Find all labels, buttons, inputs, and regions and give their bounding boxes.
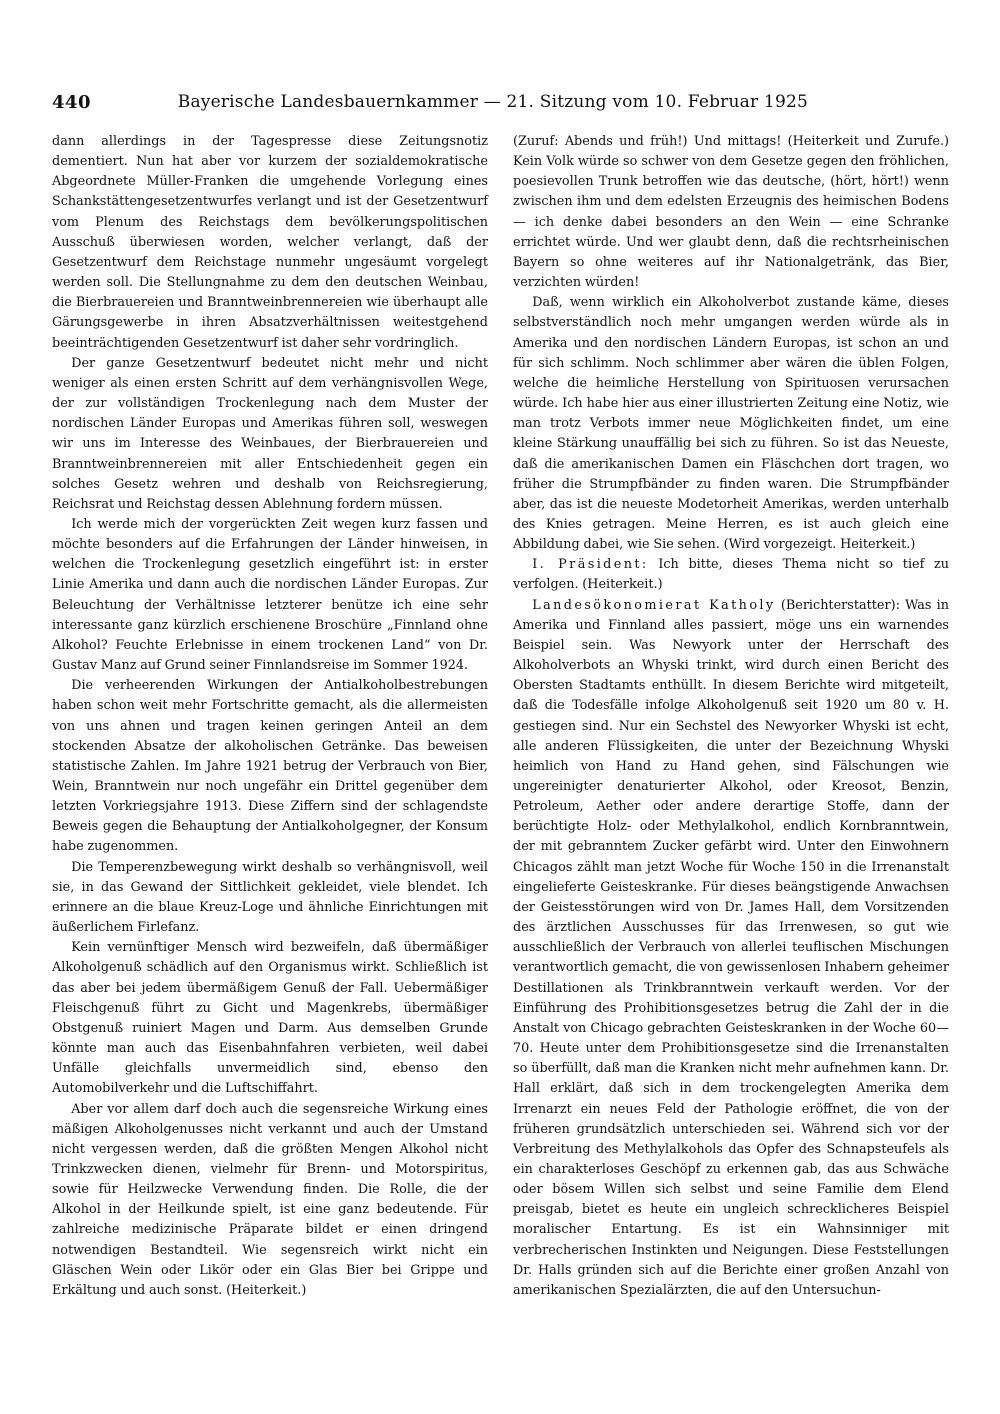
speaker-name: Landesökonomierat Katholy [532, 597, 776, 613]
paragraph: Die Temperenzbewegung wirkt deshalb so verhängnisvoll, weil sie, in das Gewand der Sittlichkeit gekleidet, viele blendet. Ich erinnere an die blaue Kreuz-Loge und ähnliche Einrichtungen mit äußerlichem Firlefanz. [52, 859, 488, 936]
page-header [52, 92, 954, 122]
paragraph: dann allerdings in der Tagespresse diese Zeitungsnotiz dementiert. Nun hat aber vor kurzem der sozialdemokratische Abgeordnete Müller-Franken die umgehende Vorlegung eines Schankstättengesetzentwurfes verlangt und ist der Gesetzentwurf vom Plenum des Reichstags dem bevölkerungspolitischen Ausschuß überwiesen worden, welcher verlangt, daß der Gesetzentwurf dem Reichstage nunmehr ungesäumt vorgelegt werden soll. Die Stellungnahme zu dem den deutschen Weinbau, die Bierbrauereien und Branntweinbrennereien wie überhaupt alle Gärungsgewerbe in ihren Absatzverhältnissen weitestgehend beeinträchtigenden Gesetzentwurf ist daher sehr vordringlich. [52, 134, 488, 351]
paragraph: (Zuruf: Abends und früh!) Und mittags! (Heiterkeit und Zurufe.) Kein Volk würde so schwer von dem Gesetze gegen den fröhlichen, poesievollen Trunk betroffen wie das deutsche, (hört, hört!) wenn zwischen ihm und dem edelsten Erzeugnis des heimischen Bodens — ich denke dabei besonders an den Wein — eine Schranke errichtet würde. Und wer glaubt denn, daß die rechtsrheinischen Bayern so ohne weiteres auf ihr Nationalgetränk, das Bier, verzichten würden! [513, 134, 949, 291]
speaker-paragraph [513, 555, 949, 595]
paragraph: Die verheerenden Wirkungen der Antialkoholbestrebungen haben schon weit mehr Fortschritte gemacht, als die allermeisten von uns ahnen und tragen keinen geringen Anteil an dem stockenden Absatze der alkoholischen Getränke. Das beweisen statistische Zahlen. Im Jahre 1921 betrug der Verbrauch von Bier, Wein, Branntwein nur noch ungefähr ein Drittel gegenüber dem letzten Vorkriegsjahre 1913. Diese Ziffern sind der schlagendste Beweis gegen die Behauptung der Antialkoholgegner, der Konsum habe zugenommen. [52, 678, 488, 855]
speech-text: Ich bitte, dieses Thema nicht so tief zu verfolgen. (Heiterkeit.) [513, 557, 949, 593]
paragraph: Daß, wenn wirklich ein Alkoholverbot zustande käme, dieses selbstverständlich noch mehr umgangen werden würde als in Amerika und den nordischen Ländern Europas, ist schon an und für sich schlimm. Noch schlimmer aber wären die üblen Folgen, welche die heimliche Herstellung von Spirituosen verursachen würde. Ich habe hier aus einer illustrierten Zeitung eine Notiz, wie man trotz Verbots immer neue Möglichkeiten findet, um eine kleine Stärkung unauffällig bei sich zu führen. So ist das Neueste, daß die amerikanischen Damen ein Fläschchen dort tragen, wo früher die Strumpfbänder zu finden waren. Die Strumpfbänder aber, das ist die neueste Modetorheit Amerikas, werden unterhalb des Knies getragen. Meine Herren, es ist auch gleich eine Abbildung dabei, wie Sie sehen. (Wird vorgezeigt. Heiterkeit.) [513, 295, 949, 553]
speaker-name: I. Präsident: [532, 557, 649, 573]
page-number: 440 [52, 92, 92, 113]
left-column [52, 132, 488, 1301]
running-title: Bayerische Landesbauernkammer — 21. Sitzung vom 10. Februar 1925 [177, 92, 808, 112]
speech-text: (Berichterstatter): Was in Amerika und Finnland alles passiert, möge uns ein warnendes Beispiel sein. Was Newyork unter der Herrschaft des Alkoholverbots an Whyski trinkt, wird durch einen Bericht des Obersten Stadtamts enthüllt. In diesem Berichte wird mitgeteilt, daß die Todesfälle infolge Alkoholgenuß seit 1920 um 80 v. H. gestiegen sind. Nur ein Sechstel des Newyorker Whyski ist echt, alle anderen Flüssigkeiten, die unter der Bezeichnung Whyski heimlich von Hand zu Hand gehen, sind Fälschungen wie ungereinigter denaturierter Alkohol, oder Kreosot, Benzin, Petroleum, Aether oder andere derartige Stoffe, dann der berüchtigte Holz- oder Methylalkohol, endlich Kornbranntwein, der mit gebranntem Zucker gefärbt wird. Unter den Einwohnern Chicagos zählt man jetzt Woche für Woche 150 in die Irrenanstalt eingelieferte Geisteskranke. Für dieses beängstigende Anwachsen der Geistesstörungen wird von Dr. James Hall, dem Vorsitzenden des ärztlichen Ausschusses für das Irrenwesen, so gut wie ausschließlich der Verbrauch von allerlei teuflischen Mischungen verantwortlich gemacht, die von gewissenlosen Inhabern geheimer Destillationen als Trinkbranntwein verkauft werden. Vor der Einführung des Prohibitionsgesetzes betrug die Zahl der in die Anstalt von Chicago gebrachten Geisteskranken in der Woche 60—70. Heute unter dem Prohibitionsgesetze sind die Irrenanstalten so überfüllt, daß man die Kranken nicht mehr aufnehmen kann. Dr. Hall erklärt, daß sich in dem trockengelegten Amerika dem Irrenarzt ein neues Feld der Pathologie eröffnet, die von der früheren grundsätzlich unterschieden sei. Während sich vor der Verbreitung des Methylalkohols das Opfer des Schnapsteufels als ein charakterloses Geschöpf zu erkennen gab, das aus Schwäche oder bösem Willen sich selbst und seine Familie dem Elend preisgab, bietet es heute ein ungleich schrecklicheres Beispiel moralischer Entartung. Es ist ein Wahnsinniger mit verbrecherischen Instinkten und Neigungen. Diese Feststellungen Dr. Halls gründen sich auf die Berichte einer großen Anzahl von amerikanischen Spezialärzten, die auf den Untersuchun- [513, 597, 949, 1298]
paragraph: Aber vor allem darf doch auch die segensreiche Wirkung eines mäßigen Alkoholgenusses nicht verkannt und auch der Umstand nicht vergessen werden, daß die größten Mengen Alkohol nicht Trinkzwecken dienen, vielmehr für Brenn- und Motorspiritus, sowie für Heilzwecke Verwendung finden. Die Rolle, die der Alkohol in der Heilkunde spielt, ist eine ganz bedeutende. Für zahlreiche medizinische Präparate bildet er einen dringend notwendigen Bestandteil. Wie segensreich wirkt nicht ein Gläschen Wein oder Likör oder ein Glas Bier bei Grippe und Erkältung und auch sonst. (Heiterkeit.) [52, 1101, 488, 1298]
paragraph: Ich werde mich der vorgerückten Zeit wegen kurz fassen und möchte besonders auf die Erfahrungen der Länder hinweisen, in welchen die Trockenlegung gesetzlich eingeführt ist: in erster Linie Amerika und dann auch die nordischen Länder Europas. Zur Beleuchtung der Verhältnisse letzterer benütze ich eine sehr interessante ganz kürzlich erschienene Broschüre „Finnland ohne Alkohol? Feuchte Erlebnisse in einem trockenen Land“ von Dr. Gustav Manz auf Grund seiner Finnlandsreise im Sommer 1924. [52, 516, 488, 674]
speaker-paragraph [513, 596, 949, 1301]
paragraph: Der ganze Gesetzentwurf bedeutet nicht mehr und nicht weniger als einen ersten Schritt auf dem verhängnisvollen Wege, der zur vollständigen Trockenlegung nach dem Muster der nordischen Länder Europas und Amerikas führen soll, weswegen wir uns im Interesse des Weinbaues, der Bierbrauereien und Branntweinbrennereien mit aller Entschiedenheit gegen ein solches Gesetz wehren und deshalb von Reichsregierung, Reichsrat und Reichstag dessen Ablehnung fordern müssen. [52, 355, 488, 512]
right-column [513, 132, 949, 1301]
paragraph: Kein vernünftiger Mensch wird bezweifeln, daß übermäßiger Alkoholgenuß schädlich auf den Organismus wirkt. Schließlich ist das aber bei jedem übermäßigem Genuß der Fall. Uebermäßiger Fleischgenuß führt zu Gicht und Magenkrebs, übermäßiger Obstgenuß ruiniert Magen und Darm. Aus demselben Grunde könnte man auch das Eisenbahnfahren verbieten, weil dabei Unfälle gleichfalls unvermeidlich sind, ebenso den Automobilverkehr und die Luftschiffahrt. [52, 940, 488, 1097]
